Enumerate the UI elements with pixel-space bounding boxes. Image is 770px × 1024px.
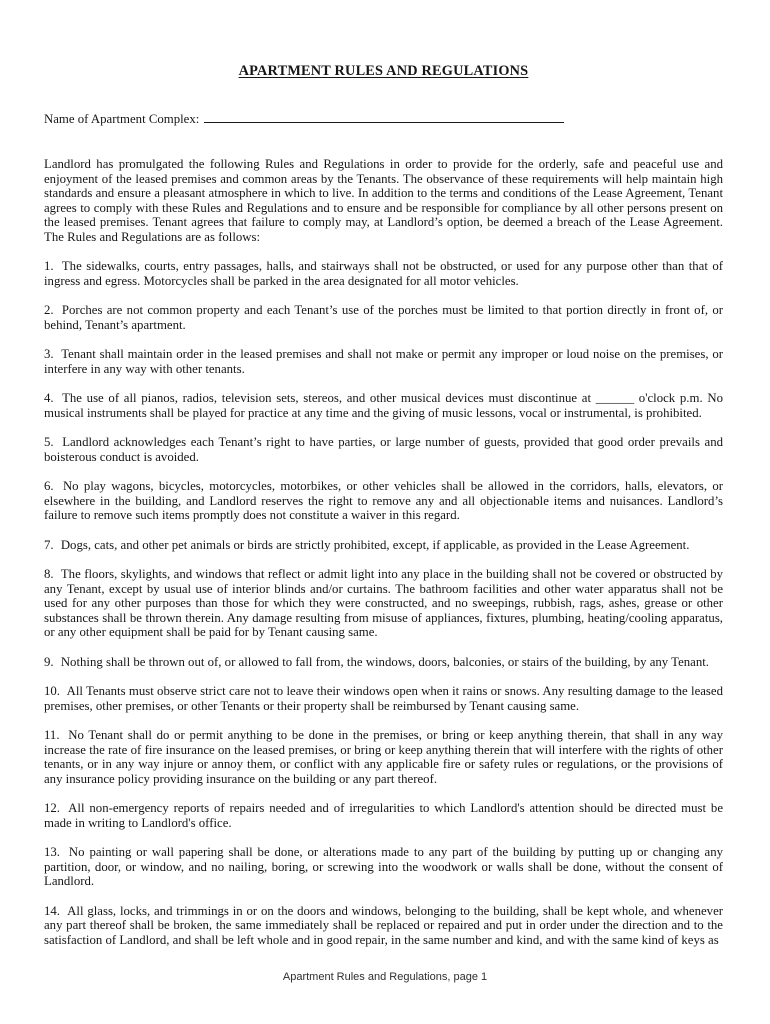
rule-item-10 bbox=[44, 684, 723, 713]
rule-number: 14. bbox=[44, 903, 60, 918]
complex-name-input-line[interactable] bbox=[204, 111, 564, 123]
rule-item-8 bbox=[44, 567, 723, 640]
rule-item-12 bbox=[44, 801, 723, 830]
rule-text: All glass, locks, and trimmings in or on the doors and windows, belonging to the building, shall be kept whole, and whenever any part thereof shall be broken, the same immediately shall be replaced or repaired and put in order under the direction and to the satisfaction of Landlord, and shall be left whole and in good repair, in the same number and kind, and with the same kind of keys as bbox=[44, 903, 724, 947]
page-title: APARTMENT RULES AND REGULATIONS bbox=[238, 63, 529, 79]
rule-text: No play wagons, bicycles, motorcycles, motorbikes, or other vehicles shall be allowed in the corridors, halls, elevators, or elsewhere in the building, and Landlord reserves the right to remove any and all objectionable items and nuisances. Landlord’s failure to remove such items promptly does not constitute a waiver in this regard. bbox=[44, 479, 723, 522]
rule-item-2 bbox=[44, 303, 723, 332]
rule-number: 6. bbox=[44, 479, 54, 493]
rule-item-3 bbox=[44, 347, 723, 376]
rule-text: Nothing shall be thrown out of, or allowed to fall from, the windows, doors, balconies, or stairs of the building, by any Tenant. bbox=[60, 654, 710, 669]
rule-text: No Tenant shall do or permit anything to be done in the premises, or bring or keep anything therein, that shall in any way increase the rate of fire insurance on the leased premises, or bring or keep anything therein that will interfere with the rights of other tenants, or in any way injure or annoy them, or conflict with any applicable fire or safety rules or regulations, or the provisions of any insurance policy providing insurance on the building or any part thereof. bbox=[44, 728, 724, 786]
rule-text: All non-emergency reports of repairs needed and of irregularities to which Landlord's attention should be directed must be made in writing to Landlord's office. bbox=[44, 801, 723, 830]
rule-text: Landlord acknowledges each Tenant’s right to have parties, or large number of guests, provided that good order prevails and boisterous conduct is avoided. bbox=[44, 435, 723, 464]
page-footer: Apartment Rules and Regulations, page 1 bbox=[282, 971, 488, 983]
rule-text: The floors, skylights, and windows that reflect or admit light into any place in the building shall not be covered or obstructed by any Tenant, except by usual use of interior blinds and/or curtains. The bathroom facilities and other water apparatus shall not be used for any other purposes than those for which they were constructed, and no sweepings, rubbish, rags, ashes, grease or other substances shall be thrown therein. Any damage resulting from misuse of appliances, fixtures, plumbing, heating/cooling apparatus, or any other equipment shall be paid for by Tenant causing same. bbox=[44, 567, 723, 639]
rule-number: 10. bbox=[44, 684, 60, 698]
rule-item-4 bbox=[44, 391, 723, 420]
rule-item-11 bbox=[44, 728, 723, 786]
rule-number: 9. bbox=[44, 654, 54, 669]
rule-number: 3. bbox=[44, 347, 54, 361]
rule-item-14 bbox=[44, 904, 723, 948]
rule-number: 7. bbox=[44, 537, 54, 552]
rule-number: 12. bbox=[44, 801, 60, 815]
complex-name-label: Name of Apartment Complex: bbox=[44, 112, 200, 126]
rule-text: Porches are not common property and each Tenant’s use of the porches must be limited to that portion directly in front of, or behind, Tenant’s apartment. bbox=[44, 303, 723, 332]
rule-number: 2. bbox=[44, 303, 54, 317]
rule-text: No painting or wall papering shall be done, or alterations made to any part of the building by putting up or changing any partition, door, or window, and no nailing, boring, or screwing into the woodwork or walls shall be done, without the consent of Landlord. bbox=[44, 845, 723, 888]
rule-text: The sidewalks, courts, entry passages, halls, and stairways shall not be obstructed, or used for any purpose other than that of ingress and egress. Motorcycles shall be parked in the area designated for all motor vehicles. bbox=[44, 259, 724, 288]
rule-number: 13. bbox=[44, 845, 60, 859]
rule-text: Dogs, cats, and other pet animals or birds are strictly prohibited, except, if applicable, as provided in the Lease Agreement. bbox=[60, 537, 690, 552]
rule-item-13 bbox=[44, 845, 723, 889]
rule-text: Tenant shall maintain order in the leased premises and shall not make or permit any improper or loud noise on the premises, or interfere in any way with other tenants. bbox=[44, 347, 724, 376]
rule-item-5 bbox=[44, 435, 723, 464]
rule-number: 8. bbox=[44, 567, 54, 581]
rule-item-9 bbox=[44, 655, 723, 670]
rule-number: 4. bbox=[44, 391, 54, 405]
complex-name-row bbox=[44, 111, 723, 127]
rule-number: 1. bbox=[44, 259, 54, 273]
rule-text: The use of all pianos, radios, television sets, stereos, and other musical devices must discontinue at ______ o'clock p.m. No musical instruments shall be played for practice at any time and the giving of music lessons, vocal or instrumental, is prohibited. bbox=[44, 391, 723, 420]
intro-paragraph: Landlord has promulgated the following Rules and Regulations in order to provide for the orderly, safe and peaceful use and enjoyment of the leased premises and common areas by the Tenants. The observance of these requirements will help maintain high standards and ensure a pleasant atmosphere in which to live. In addition to the terms and conditions of the Lease Agreement, Tenant agrees to comply with these Rules and Regulations and to ensure and be responsible for compliance by all other persons present on the leased premises. Tenant agrees that failure to comply may, at Landlord’s option, be deemed a breach of the Lease Agreement. The Rules and Regulations are as follows: bbox=[44, 157, 723, 244]
rule-item-6 bbox=[44, 479, 723, 523]
rule-number: 5. bbox=[44, 435, 54, 449]
rule-item-1 bbox=[44, 259, 723, 288]
rule-number: 11. bbox=[44, 728, 60, 742]
rule-text: All Tenants must observe strict care not to leave their windows open when it rains or snows. Any resulting damage to the leased premises, other premises, or other Tenants or their property shall be reimbursed by Tenant causing same. bbox=[44, 684, 723, 713]
rule-item-7 bbox=[44, 538, 723, 553]
